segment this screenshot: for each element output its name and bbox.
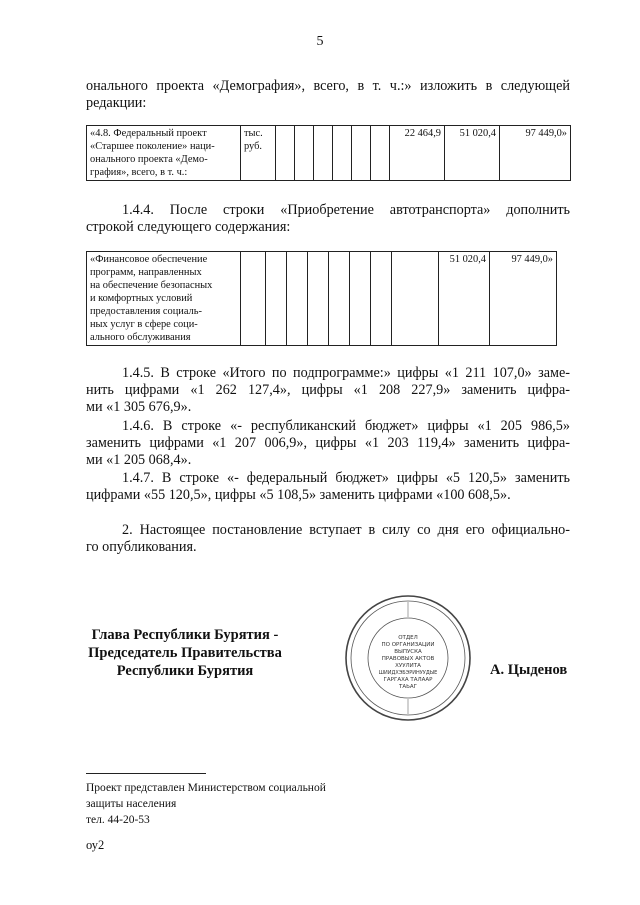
empty-cell bbox=[266, 252, 287, 346]
paragraph-1-4-5 bbox=[86, 365, 570, 416]
unit-cell bbox=[241, 126, 276, 181]
stamp-line: ПРАВОВЫХ АКТОВ bbox=[381, 656, 435, 662]
value-cell: 97 449,0» bbox=[500, 126, 571, 181]
empty-cell bbox=[333, 126, 352, 181]
budget-table-new-row bbox=[86, 251, 557, 346]
stamp-line: ТАЬАГ bbox=[398, 684, 418, 690]
text-line: 1.4.6. В строке «- республиканский бюджет» цифры «1 205 986,5» bbox=[122, 418, 570, 434]
text-line: онального проекта «Демография», всего, в т. ч.:» изложить в следующей bbox=[86, 78, 570, 94]
stamp-line: ГАРГАХА ТАЛААР bbox=[383, 677, 433, 683]
budget-table-row-4-8 bbox=[86, 125, 571, 181]
stamp-line: ПО ОРГАНИЗАЦИИ bbox=[381, 642, 435, 648]
empty-cell bbox=[371, 126, 390, 181]
footnote-divider bbox=[86, 773, 206, 774]
label-line: «4.8. Федеральный проект bbox=[90, 128, 207, 139]
empty-cell bbox=[308, 252, 329, 346]
text-line: 1.4.7. В строке «- федеральный бюджет» цифры «5 120,5» заменить bbox=[122, 470, 570, 486]
stamp-line: ОТДЕЛ bbox=[398, 635, 418, 641]
text-line: ми «1 205 068,4». bbox=[86, 452, 192, 468]
text-line: заменить цифрами «1 207 006,9», цифры «1 203 119,4» заменить цифра- bbox=[86, 435, 570, 451]
paragraph-1-4-4-cont bbox=[86, 219, 570, 236]
label-line: «Старшее поколение» наци- bbox=[90, 141, 215, 152]
value-cell: 51 020,4 bbox=[445, 126, 500, 181]
empty-cell bbox=[350, 252, 371, 346]
text-line: ми «1 305 676,9». bbox=[86, 399, 192, 415]
text-line: 1.4.4. После строки «Приобретение автотранспорта» дополнить bbox=[122, 202, 570, 218]
label-line: на обеспечение безопасных bbox=[90, 280, 213, 291]
empty-cell bbox=[314, 126, 333, 181]
stamp-line: ШИИДХЭБЭРИНУУДЫЕ bbox=[378, 670, 438, 676]
empty-cell bbox=[352, 126, 371, 181]
label-line: программ, направленных bbox=[90, 267, 202, 278]
stamp-line: ХУУЛИТА bbox=[395, 663, 421, 669]
text-line: нить цифрами «1 262 127,4», цифры «1 208 227,9» заменить цифра- bbox=[86, 382, 570, 398]
empty-cell bbox=[295, 126, 314, 181]
empty-cell bbox=[241, 252, 266, 346]
official-stamp-seal bbox=[343, 593, 473, 723]
label-line: графия», всего, в т. ч.: bbox=[90, 167, 188, 178]
stamp-line: ВЫПУСКА bbox=[394, 649, 422, 655]
text-line: строкой следующего содержания: bbox=[86, 219, 291, 235]
paragraph-1-4-7 bbox=[86, 470, 570, 504]
title-line: Председатель Правительства bbox=[88, 645, 282, 661]
signatory-title bbox=[70, 626, 300, 680]
text-line: редакции: bbox=[86, 95, 147, 111]
signatory-name: А. Цыденов bbox=[490, 662, 568, 678]
footnote-line: Проект представлен Министерством социальной bbox=[86, 782, 326, 794]
empty-cell bbox=[287, 252, 308, 346]
title-line: Республики Бурятия bbox=[116, 663, 254, 679]
label-line: ального обслуживания bbox=[90, 332, 191, 343]
value-cell: 97 449,0» bbox=[490, 252, 557, 346]
footnote-line: защиты населения bbox=[86, 798, 177, 810]
empty-cell bbox=[392, 252, 439, 346]
label-line: предоставления социаль- bbox=[90, 306, 202, 317]
intro-paragraph bbox=[86, 78, 570, 112]
paragraph-1-4-4 bbox=[86, 202, 570, 219]
text-line: цифрами «55 120,5», цифры «5 108,5» заменить цифрами «100 608,5». bbox=[86, 487, 511, 503]
empty-cell bbox=[371, 252, 392, 346]
empty-cell bbox=[329, 252, 350, 346]
unit-line: руб. bbox=[244, 141, 263, 152]
row-label-cell bbox=[87, 126, 241, 181]
title-line: Глава Республики Бурятия - bbox=[91, 627, 279, 643]
text-line: го опубликования. bbox=[86, 539, 197, 555]
footnote-line: тел. 44-20-53 bbox=[86, 814, 150, 826]
text-line: 1.4.5. В строке «Итого по подпрограмме:» цифры «1 211 107,0» заме- bbox=[122, 365, 570, 381]
label-line: онального проекта «Демо- bbox=[90, 154, 208, 165]
empty-cell bbox=[276, 126, 295, 181]
row-label-cell bbox=[87, 252, 241, 346]
label-line: и комфортных условий bbox=[90, 293, 193, 304]
footnote bbox=[86, 780, 326, 828]
unit-line: тыс. bbox=[244, 128, 263, 139]
value-cell: 22 464,9 bbox=[390, 126, 445, 181]
text-line: 2. Настоящее постановление вступает в силу со дня его официально- bbox=[122, 522, 570, 538]
label-line: «Финансовое обеспечение bbox=[90, 254, 208, 265]
label-line: ных услуг в сфере соци- bbox=[90, 319, 198, 330]
page-number: 5 bbox=[316, 34, 324, 49]
paragraph-2 bbox=[86, 522, 570, 556]
value-cell: 51 020,4 bbox=[439, 252, 490, 346]
document-code: оу2 bbox=[86, 838, 105, 852]
paragraph-1-4-6 bbox=[86, 418, 570, 469]
